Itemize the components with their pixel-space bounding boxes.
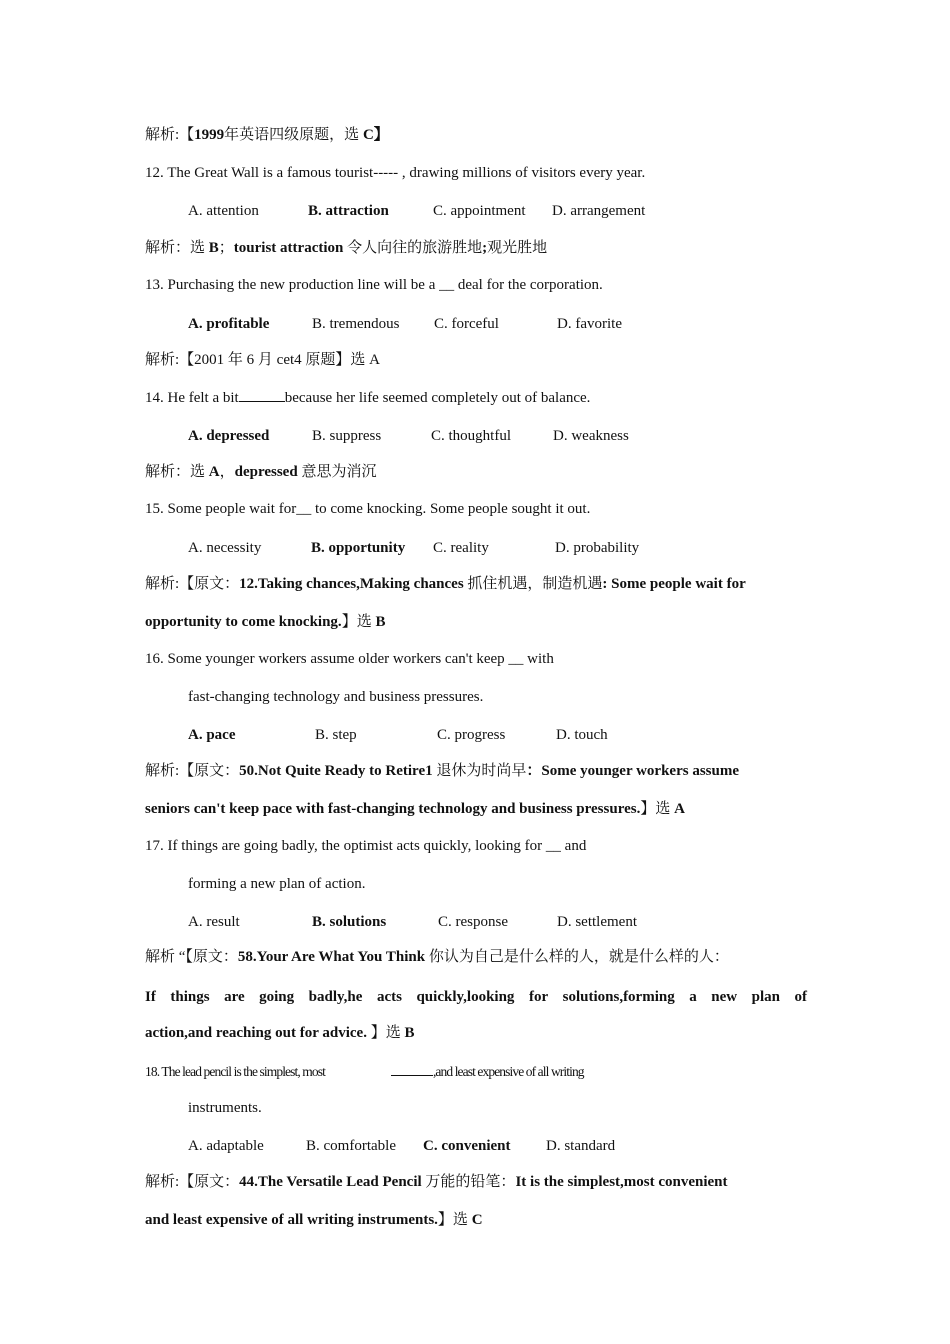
answer-note-12	[145, 238, 810, 258]
note-term: tourist attraction	[233, 240, 344, 256]
question-13: 13. Purchasing the new production line will be a __ deal for the corporation.	[145, 277, 603, 293]
question-18-line2: instruments.	[188, 1100, 262, 1116]
question-text: because her life seemed completely out of balance.	[284, 390, 591, 406]
note-text: ，	[219, 464, 235, 480]
question-16-line1: 16. Some younger workers assume older workers can't keep __ with	[145, 651, 554, 667]
note-text: 观光胜地	[487, 240, 548, 256]
note-word: plan	[751, 989, 780, 1005]
note-year: 1999	[194, 127, 225, 143]
note-answer: A	[208, 464, 220, 480]
note-word: quickly,looking	[416, 989, 515, 1005]
question-17-line2: forming a new plan of action.	[188, 876, 366, 892]
question-15: 15. Some people wait for__ to come knocking. Some people sought it out.	[145, 501, 591, 517]
q16-option-b: B. step	[315, 727, 357, 743]
q13-option-d: D. favorite	[557, 316, 622, 332]
note-text: ；	[218, 240, 234, 256]
note-text: 】选	[366, 1025, 405, 1041]
answer-note-16-line2	[145, 799, 810, 819]
question-text: 18. The lead pencil is the simplest, most	[145, 1064, 325, 1079]
q14-option-b: B. suppress	[312, 428, 382, 444]
q15-option-d: D. probability	[555, 540, 640, 556]
answer-note-15-line1	[145, 574, 810, 594]
answer-note-13: 解析:【2001 年 6 月 cet4 原题】选 A	[145, 352, 380, 368]
q15-option-c: C. reality	[433, 540, 489, 556]
question-12: 12. The Great Wall is a famous tourist----- , drawing millions of visitors every year.	[145, 165, 646, 181]
q16-option-c: C. progress	[437, 727, 506, 743]
note-text: 解析:【原文：	[145, 1174, 240, 1190]
answer-blank	[391, 1061, 433, 1076]
note-text: 解析:【原文：	[145, 576, 240, 592]
answer-blank	[239, 387, 285, 402]
answer-note-17-line1	[145, 947, 810, 967]
note-text: 解析：选	[145, 240, 209, 256]
note-quote: action,and reaching out for advice.	[145, 1025, 367, 1041]
q18-option-a: A. adaptable	[188, 1138, 264, 1154]
note-term: depressed	[234, 464, 298, 480]
note-text: 解析：选	[145, 464, 209, 480]
q17-option-a: A. result	[188, 914, 240, 930]
q16-option-d: D. touch	[556, 727, 608, 743]
note-answer: B	[208, 240, 219, 256]
note-word: for	[528, 989, 549, 1005]
note-word: solutions,forming	[562, 989, 675, 1005]
question-text: 14. He felt a bit	[145, 390, 239, 406]
note-text: 万能的铅笔：	[421, 1174, 516, 1190]
question-18-line1	[145, 1061, 810, 1082]
note-text: 抓住机遇，制造机遇	[463, 576, 603, 592]
note-word: If	[145, 989, 156, 1005]
answer-note-16-line1	[145, 761, 810, 781]
answer-note-14	[145, 462, 810, 482]
note-text: 】选	[640, 801, 675, 817]
note-word: acts	[376, 989, 402, 1005]
note-text: 解析 “【原文：	[145, 949, 238, 965]
q17-option-b: B. solutions	[312, 914, 387, 930]
note-word: new	[711, 989, 738, 1005]
question-text: ,and least expensive of all writing	[432, 1064, 584, 1079]
note-answer: B	[404, 1025, 415, 1041]
q14-option-c: C. thoughtful	[431, 428, 512, 444]
note-quote: seniors can't keep pace with fast-changing technology and business pressures.	[145, 801, 641, 817]
note-bracket: 】	[373, 127, 389, 143]
note-text: 】选	[341, 614, 376, 630]
note-answer: C	[362, 127, 374, 143]
q15-option-b: B. opportunity	[311, 540, 406, 556]
note-source-title: 50.Not Quite Ready to Retire1	[239, 763, 433, 779]
q18-option-d: D. standard	[546, 1138, 616, 1154]
q13-option-c: C. forceful	[434, 316, 499, 332]
note-text: ;	[482, 240, 488, 256]
answer-note-17-line2	[145, 987, 807, 1007]
note-word: of	[794, 989, 807, 1005]
q12-option-d: D. arrangement	[552, 203, 646, 219]
note-text: 解析:【原文：	[145, 763, 240, 779]
q14-option-d: D. weakness	[553, 428, 629, 444]
note-quote: It is the simplest,most convenient	[515, 1174, 728, 1190]
note-text: 退休为时尚早	[432, 763, 527, 779]
q17-option-c: C. response	[438, 914, 508, 930]
question-17-line1: 17. If things are going badly, the optimist acts quickly, looking for __ and	[145, 838, 587, 854]
note-text: 】选	[437, 1212, 472, 1228]
answer-note-18-line2	[145, 1210, 810, 1230]
note-text: 解析:【	[145, 127, 195, 143]
note-quote: opportunity to come knocking.	[145, 614, 342, 630]
question-14	[145, 387, 810, 408]
q16-option-a: A. pace	[188, 727, 236, 743]
note-answer: B	[375, 614, 386, 630]
note-word: are	[224, 989, 245, 1005]
note-text: 令人向往的旅游胜地	[343, 240, 483, 256]
answer-note-11	[145, 125, 810, 145]
question-16-line2: fast-changing technology and business pressures.	[188, 689, 484, 705]
answer-note-15-line2	[145, 612, 810, 632]
note-word: badly,he	[308, 989, 363, 1005]
note-word: a	[689, 989, 697, 1005]
answer-note-17-line3	[145, 1023, 810, 1043]
note-quote: ：Some younger workers assume	[526, 763, 740, 779]
note-text: 意思为消沉	[297, 464, 377, 480]
q18-option-b: B. comfortable	[306, 1138, 396, 1154]
note-source-title: 12.Taking chances,Making chances	[239, 576, 464, 592]
note-quote: : Some people wait for	[602, 576, 746, 592]
q14-option-a: A. depressed	[188, 428, 270, 444]
q13-option-a: A. profitable	[188, 316, 270, 332]
note-source-title: 44.The Versatile Lead Pencil	[239, 1174, 422, 1190]
q18-option-c: C. convenient	[423, 1138, 511, 1154]
note-word: going	[259, 989, 295, 1005]
note-text: 年英语四级原题，选	[224, 127, 363, 143]
note-source-title: 58.Your Are What You Think	[237, 949, 426, 965]
q12-option-c: C. appointment	[433, 203, 526, 219]
answer-note-18-line1	[145, 1172, 810, 1192]
q17-option-d: D. settlement	[557, 914, 637, 930]
note-word: things	[170, 989, 210, 1005]
note-text: 你认为自己是什么样的人，就是什么样的人：	[425, 949, 729, 965]
note-quote: and least expensive of all writing instruments.	[145, 1212, 438, 1228]
q15-option-a: A. necessity	[188, 540, 262, 556]
q12-option-b: B. attraction	[308, 203, 389, 219]
q12-option-a: A. attention	[188, 203, 259, 219]
note-answer: A	[674, 801, 685, 817]
note-answer: C	[471, 1212, 483, 1228]
q13-option-b: B. tremendous	[312, 316, 400, 332]
